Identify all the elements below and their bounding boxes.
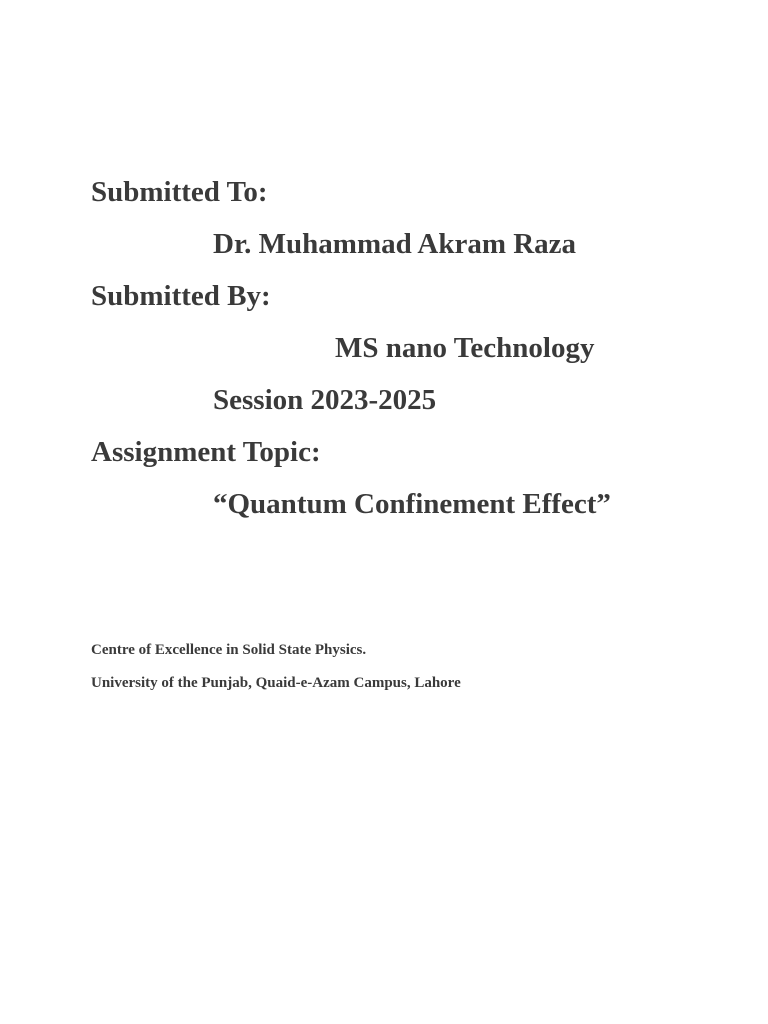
submitted-by-heading: Submitted By:	[91, 280, 271, 312]
institution-university: University of the Punjab, Quaid-e-Azam Campus, Lahore	[91, 675, 461, 691]
supervisor-name: Dr. Muhammad Akram Raza	[213, 228, 577, 260]
institution-centre: Centre of Excellence in Solid State Physics.	[91, 642, 367, 658]
assignment-topic-title: “Quantum Confinement Effect”	[213, 488, 611, 520]
submitted-to-heading: Submitted To:	[91, 176, 268, 208]
session-text: Session 2023-2025	[213, 384, 437, 416]
program-name: MS nano Technology	[335, 332, 595, 364]
assignment-topic-heading: Assignment Topic:	[91, 436, 321, 468]
